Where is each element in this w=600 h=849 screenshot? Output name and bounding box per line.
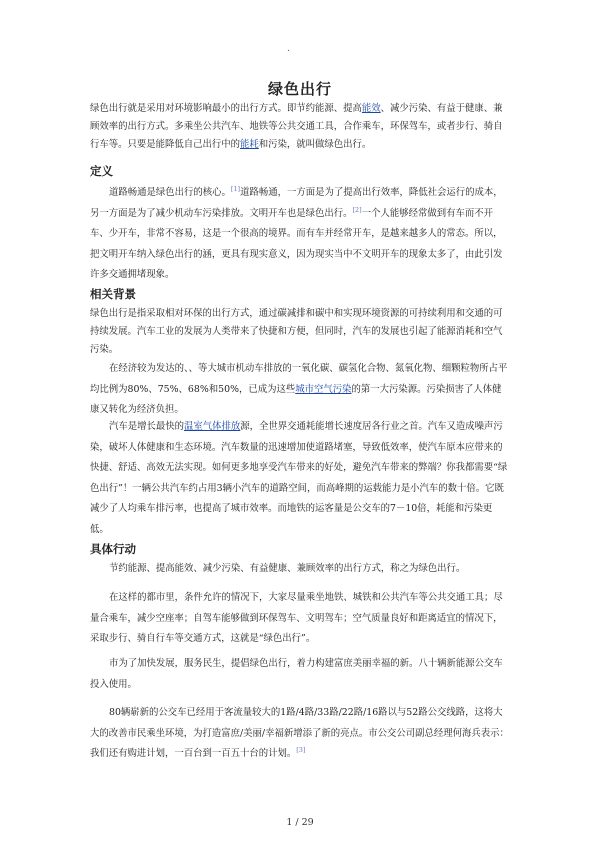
action-paragraph-4	[90, 703, 510, 765]
intro-paragraph	[90, 100, 510, 154]
background-p3-text-2: 源，全世界交通耗能增长速度居各行业之首。汽车又造成噪声污染，破坏人体健康和生态环境。汽车数量的迅速增加使道路堵塞，导致低效率，使汽车原本应带来的快捷、舒适、高效无法实现。如何更多地享受汽车带来的好处，避免汽车带来的弊端？你我都需要“绿色出行”！一辆公共汽车约占用3辆小汽车的道路空间，而高峰期的运载能力是小汽车的数十倍。它既减少了人均乘车排污率，也提高了城市效率。而地铁的运客量是公交车的7－10倍，耗能和污染更低。	[90, 421, 508, 535]
link-energy-consumption[interactable]: 能耗	[240, 139, 259, 150]
intro-text-1: 绿色出行就是采用对环境影响最小的出行方式。即节约能源、提高	[90, 103, 362, 114]
definition-paragraph	[90, 183, 510, 286]
intro-text-2: 、减少污染、有益于健康、兼顾效率的出行方式。多乘坐公共汽车、地铁等公共交通工具，合作乘车，环保驾车，或者步行、骑自行车等。只要是能降低自己出行中的	[90, 103, 503, 150]
background-p3-text-1: 汽车是增长最快的	[109, 421, 185, 432]
definition-text-1: 道路畅通是绿色出行的核心。	[109, 187, 231, 198]
page-title: 绿色出行	[267, 80, 332, 98]
link-energy-efficiency[interactable]: 能效	[361, 103, 381, 114]
action-paragraph-3: 市为了加快发展，服务民生，提倡绿色出行，着力构建富庶美丽幸福的新。八十辆新能源公交车投入使用。	[90, 658, 503, 690]
heading-action: 具体行动	[90, 542, 136, 556]
link-urban-air-pollution[interactable]: 城市空气污染	[295, 383, 352, 395]
background-paragraph-3	[90, 417, 510, 540]
reference-3-link[interactable]: [3]	[296, 745, 306, 754]
action-paragraph-2: 在这样的都市里，条件允许的情况下，大家尽量乘坐地铁、城铁和公共汽车等公共交通工具；尽量合乘车，减少空座率；自驾车能够做到环保驾车、文明驾车；空气质量良好和距离适宜的情况下，采取步行、骑自行车等交通方式，这就是“绿色出行”。	[90, 592, 503, 644]
intro-text-3: 和污染，就叫做绿色出行。	[258, 139, 372, 150]
background-paragraph-1: 绿色出行是指采取相对环保的出行方式，通过碳减排和碳中和实现环境资源的可持续利用和交通的可持续发展。汽车工业的发展为人类带来了快捷和方便，但同时，汽车的发展也引起了能源消耗和空气污染。	[90, 308, 503, 355]
action-paragraph-1: 节约能源、提高能效、减少污染、有益健康、兼顾效率的出行方式，称之为绿色出行。	[109, 563, 466, 574]
heading-definition: 定义	[90, 164, 113, 178]
header-dot: .	[287, 44, 290, 54]
background-p2-text-2: 的第一大污染源。污染损害了人体健康又转化为经济负担。	[90, 383, 502, 415]
page-number: 1 / 29	[286, 817, 314, 828]
definition-text-3: 一个人能够经常做到有车而不开车、少开车，非常不容易，这是一个很高的境界。而有车并经常开车，是越来越多人的常态。所以，把文明开车纳入绿色出行的涵，更具有现实意义，因为现实当中不文明开车的现象太多了，由此引发许多交通拥堵现象。	[90, 207, 503, 280]
heading-background: 相关背景	[90, 287, 136, 301]
background-paragraph-2	[90, 359, 510, 421]
reference-1-link[interactable]: [1]	[230, 184, 241, 193]
action-p4-text: 80辆崭新的公交车已经用于客流量较大的1路/4路/33路/22路/16路以与52路公交线路，这将大大的改善市民乘坐环境，为打造富庶/美丽/幸福新增添了新的亮点。市公交公司副总经理何海兵表示：我们还有购进计划，一百台到一百五十台的计划。	[90, 707, 509, 759]
background-p2-text-1: 在经济较为发达的、、等大城市机动车排放的一氧化碳、碳氢化合物、氮氧化物、细颗粒物所占平均比例为80%、75%、68%和50%，已成为这些	[90, 363, 508, 395]
definition-text-2: 道路畅通，一方面是为了提高出行效率，降低社会运行的成本，另一方面是为了减少机动车污染排放。文明开车也是绿色出行。	[90, 187, 503, 219]
reference-2-link[interactable]: [2]	[352, 205, 362, 214]
link-greenhouse-emissions[interactable]: 温室气体排放	[184, 421, 241, 432]
